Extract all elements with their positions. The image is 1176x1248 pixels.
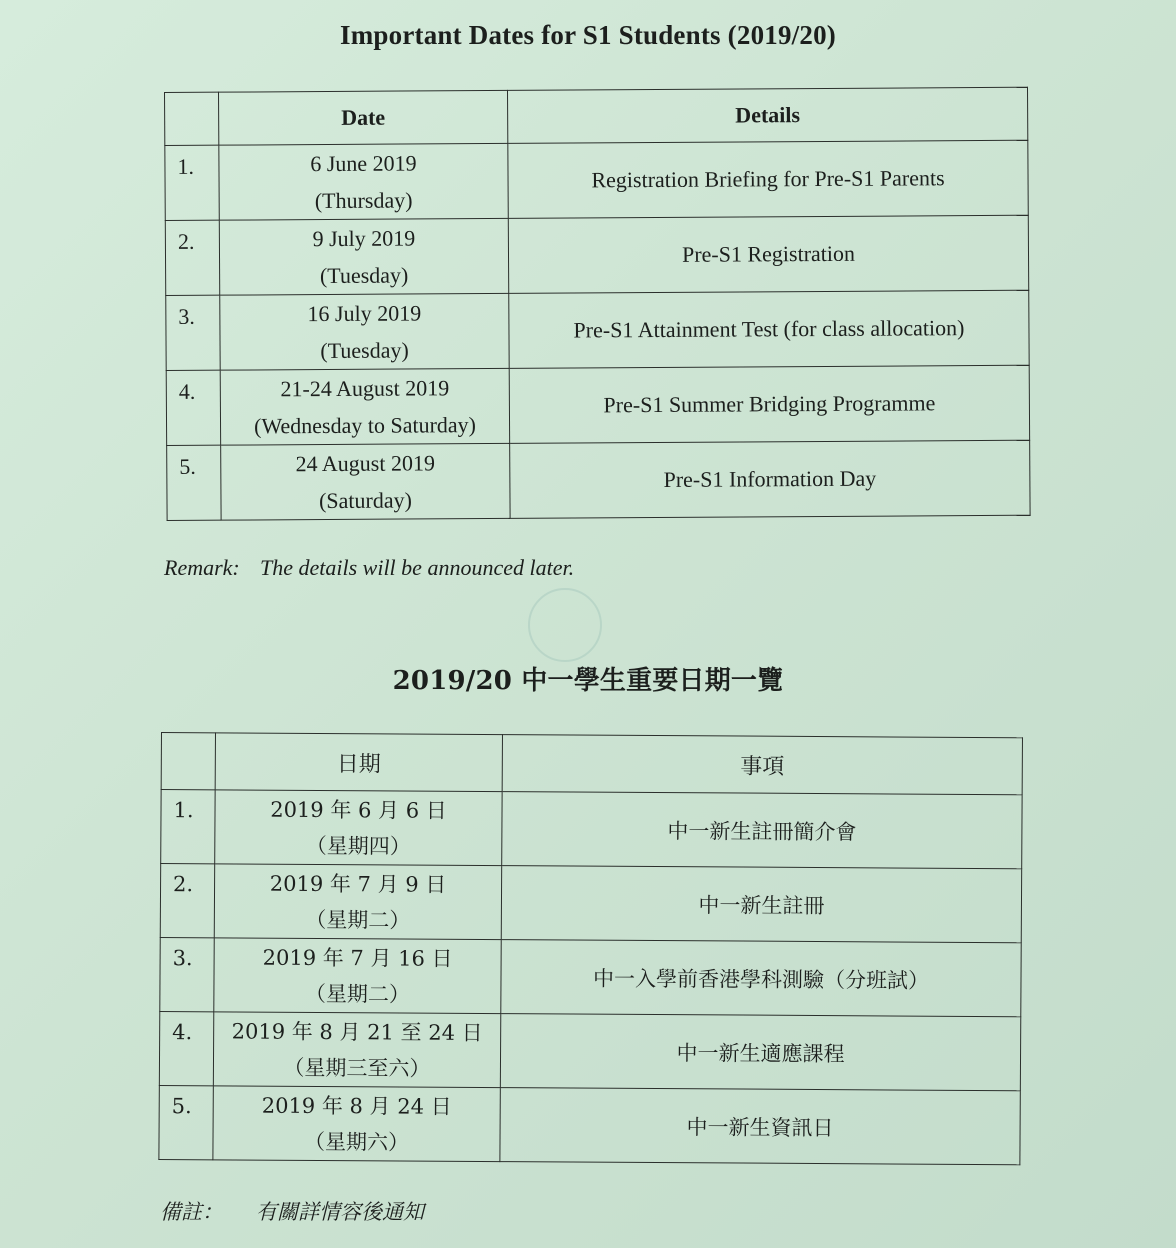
table-row — [166, 365, 1029, 445]
table-row — [161, 790, 1022, 869]
day-text: （星期二） — [305, 907, 411, 933]
row-number: 5. — [159, 1085, 213, 1159]
row-number: 1. — [165, 145, 219, 220]
row-details: 中一新生資訊日 — [500, 1088, 1020, 1165]
english-title: Important Dates for S1 Students (2019/20) — [340, 20, 836, 50]
row-number: 3. — [160, 937, 214, 1011]
row-details: 中一新生註冊簡介會 — [502, 792, 1022, 869]
details-header: 事項 — [502, 735, 1022, 795]
date-text: 24 August 2019 — [295, 450, 436, 477]
row-number: 4. — [166, 370, 220, 445]
table-header-row — [165, 87, 1028, 145]
chinese-remark — [160, 1196, 424, 1226]
date-text: 9 July 2019 — [312, 225, 416, 252]
table-row — [160, 864, 1021, 943]
day-text: (Thursday) — [314, 187, 413, 214]
date-text: 2019 年 8 月 21 至 24 日 — [231, 1018, 483, 1045]
details-header: Details — [507, 87, 1027, 143]
row-date — [221, 443, 510, 520]
date-text: 2019 年 7 月 9 日 — [269, 871, 447, 897]
date-text: 2019 年 6 月 6 日 — [270, 797, 447, 823]
date-header: 日期 — [215, 733, 502, 792]
row-date — [219, 143, 508, 220]
remark-label: Remark: — [164, 555, 240, 580]
number-header — [165, 92, 219, 145]
row-number: 2. — [160, 864, 214, 938]
date-text: 2019 年 8 月 24 日 — [261, 1093, 452, 1119]
row-number: 2. — [165, 220, 219, 295]
table-row — [167, 440, 1030, 520]
row-date — [213, 1086, 500, 1162]
date-header: Date — [219, 90, 508, 145]
row-number: 3. — [166, 295, 220, 370]
row-details: Registration Briefing for Pre-S1 Parents — [508, 140, 1028, 218]
row-date — [215, 790, 502, 866]
day-text: (Tuesday) — [319, 262, 409, 289]
row-number: 5. — [167, 445, 221, 520]
table-row — [159, 1011, 1020, 1090]
remark-label: 備註： — [160, 1200, 223, 1224]
row-details: 中一新生註冊 — [501, 866, 1021, 943]
day-text: （星期三至六） — [283, 1055, 431, 1081]
row-date — [220, 293, 509, 370]
row-details: 中一入學前香港學科測驗（分班試） — [501, 940, 1021, 1017]
row-details: Pre-S1 Registration — [508, 215, 1028, 293]
date-text: 21-24 August 2019 — [280, 375, 450, 402]
remark-text: 有關詳情容後通知 — [256, 1200, 424, 1224]
row-date — [220, 368, 509, 445]
row-number: 1. — [161, 790, 215, 864]
date-text: 2019 年 7 月 16 日 — [262, 945, 453, 971]
table-row — [166, 290, 1029, 370]
row-number: 4. — [159, 1011, 213, 1085]
date-text: 16 July 2019 — [307, 300, 422, 327]
day-text: （星期六） — [303, 1129, 410, 1155]
number-header — [161, 733, 215, 790]
chinese-title: 2019/20 中一學生重要日期一覽 — [392, 666, 784, 696]
day-text: （星期二） — [304, 981, 410, 1007]
table-row — [160, 937, 1021, 1016]
school-seal-watermark — [528, 588, 602, 662]
date-text: 6 June 2019 — [310, 150, 417, 177]
table-header-row — [161, 733, 1022, 795]
row-date — [213, 1012, 500, 1088]
row-details: Pre-S1 Summer Bridging Programme — [509, 365, 1029, 443]
day-text: (Tuesday) — [320, 337, 409, 364]
row-date — [214, 864, 501, 940]
chinese-dates-table — [158, 732, 1023, 1165]
row-date — [214, 938, 501, 1014]
row-details: 中一新生適應課程 — [500, 1014, 1020, 1091]
row-date — [219, 218, 508, 295]
row-details: Pre-S1 Attainment Test (for class allocation) — [509, 290, 1029, 368]
table-row — [159, 1085, 1020, 1164]
table-row — [165, 215, 1028, 295]
english-remark — [164, 555, 574, 581]
day-text: （星期四） — [305, 833, 411, 859]
remark-text: The details will be announced later. — [260, 555, 575, 580]
day-text: (Wednesday to Saturday) — [254, 412, 477, 439]
table-row — [165, 140, 1028, 220]
day-text: (Saturday) — [318, 487, 412, 514]
english-dates-table — [164, 87, 1031, 521]
row-details: Pre-S1 Information Day — [510, 440, 1030, 518]
